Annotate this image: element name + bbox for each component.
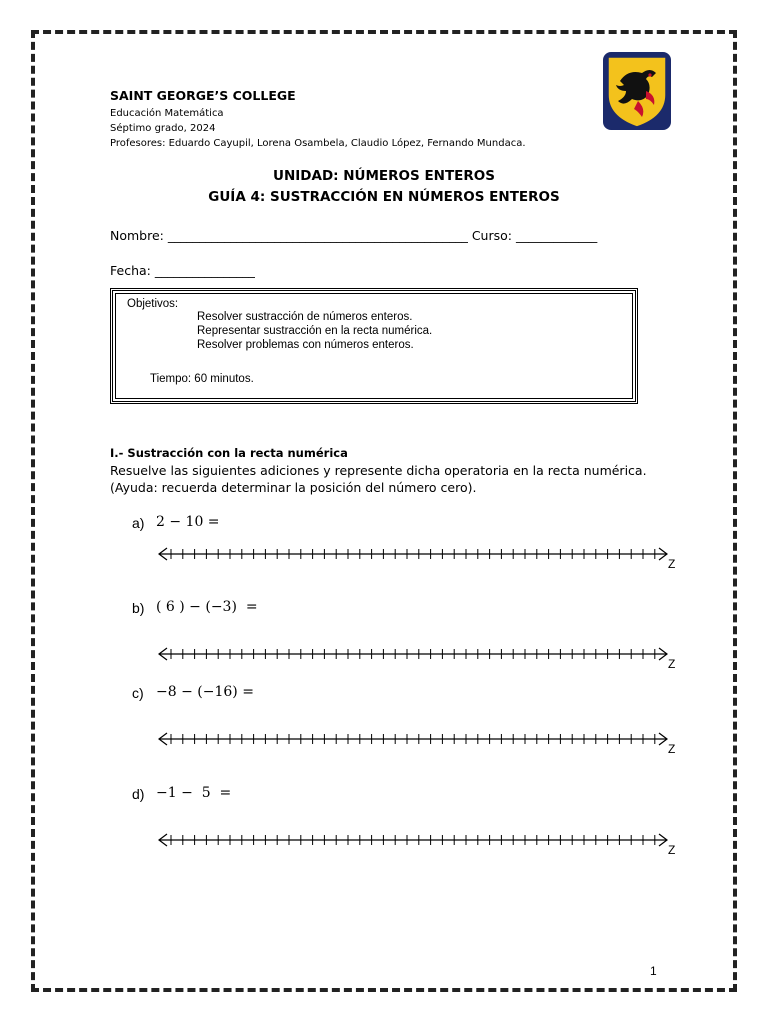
section-title	[110, 445, 348, 460]
number-line-a[interactable]	[155, 540, 685, 570]
exercise-a-label: a)	[132, 515, 145, 531]
number-line-b[interactable]	[155, 640, 685, 670]
number-line-d[interactable]	[155, 826, 685, 856]
objective-item: Representar sustracción en la recta numérica.	[197, 325, 433, 337]
objective-item: Resolver sustracción de números enteros.	[197, 311, 413, 323]
document-header	[110, 88, 526, 151]
exercise-b-label: b)	[132, 600, 145, 616]
page-number: 1	[650, 964, 657, 978]
exercise-d-label: d)	[132, 786, 145, 802]
integers-set-label: Z	[668, 557, 676, 570]
section-hint: (Ayuda: recuerda determinar la posición del número cero).	[110, 480, 477, 495]
exercise-d-expression: −1 − 5 =	[156, 785, 232, 801]
grade-line: Séptimo grado, 2024	[110, 123, 216, 134]
teachers-line: Profesores: Eduardo Cayupil, Lorena Osambela, Claudio López, Fernando Mundaca.	[110, 138, 526, 149]
exercise-c-label: c)	[132, 685, 144, 701]
name-course-field[interactable]: Nombre: ________________________________________________ Curso: _____________	[110, 228, 598, 243]
objectives-heading: Objetivos:	[127, 298, 179, 310]
date-field[interactable]: Fecha: ________________	[110, 263, 255, 278]
number-line-c[interactable]	[155, 725, 685, 755]
exercise-a-expression: 2 − 10 =	[156, 514, 220, 530]
time-limit: Tiempo: 60 minutos.	[150, 373, 254, 385]
objective-item: Resolver problemas con números enteros.	[197, 339, 414, 351]
unit-title: UNIDAD: NÚMEROS ENTEROS	[273, 168, 495, 184]
section-heading: I.- Sustracción con la recta numérica	[110, 446, 348, 460]
integers-set-label: Z	[668, 657, 676, 670]
subject-line: Educación Matemática	[110, 108, 224, 119]
guide-title: GUÍA 4: SUSTRACCIÓN EN NÚMEROS ENTEROS	[208, 189, 560, 205]
integers-set-label: Z	[668, 742, 676, 755]
objectives-box	[110, 288, 638, 404]
section-instruction: Resuelve las siguientes adiciones y represente dicha operatoria en la recta numérica.	[110, 463, 647, 478]
exercise-b-expression: ( 6 ) − (−3) =	[156, 599, 258, 615]
exercise-c-expression: −8 − (−16) =	[156, 684, 254, 700]
school-name: SAINT GEORGE’S COLLEGE	[110, 88, 296, 103]
integers-set-label: Z	[668, 843, 676, 856]
school-crest-logo	[602, 51, 672, 131]
